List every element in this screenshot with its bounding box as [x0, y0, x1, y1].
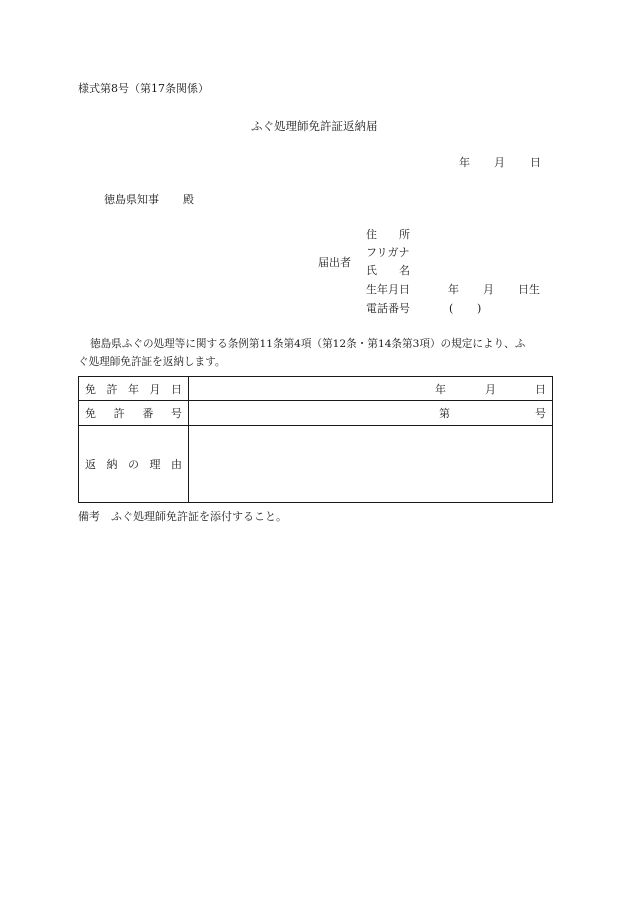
- name-label: [366, 265, 410, 276]
- license-number-field[interactable]: [189, 401, 553, 426]
- label-char: 納: [106, 458, 118, 471]
- return-reason-label: [79, 426, 189, 503]
- label-char: 返: [85, 458, 96, 471]
- date-day: 日: [530, 156, 541, 169]
- label-char: 許: [106, 382, 118, 396]
- table-row: [79, 426, 553, 503]
- phone-label: 電話番号: [366, 302, 410, 315]
- addressee: 徳島県知事: [104, 193, 159, 206]
- label-char: 理: [149, 458, 161, 471]
- label-char: の: [128, 458, 139, 471]
- phone-paren-open: (: [449, 302, 454, 315]
- license-date-label: [79, 377, 189, 401]
- license-number-prefix: 第: [439, 407, 450, 420]
- license-number-label: [79, 401, 189, 426]
- address-label-char: 住: [366, 228, 377, 241]
- license-date-day: 日: [535, 382, 546, 396]
- address-label: [366, 229, 410, 240]
- form-number: 様式第8号（第17条関係）: [78, 82, 209, 95]
- license-date-year: 年: [435, 382, 446, 396]
- address-label-char: 所: [399, 228, 410, 241]
- phone-paren-close: ): [477, 302, 482, 315]
- body-line-2: ぐ処理師免許証を返納します。: [78, 356, 226, 368]
- birth-year: 年: [448, 283, 459, 296]
- table-row: [79, 401, 553, 426]
- label-char: 日: [171, 382, 182, 396]
- furigana-label: フリガナ: [366, 246, 410, 259]
- return-reason-field[interactable]: [189, 426, 553, 503]
- label-char: 号: [170, 407, 182, 420]
- label-char: 免: [85, 382, 96, 396]
- form-title: ふぐ処理師免許証返納届: [251, 119, 378, 133]
- date-year: 年: [459, 156, 470, 169]
- license-date-field[interactable]: [189, 377, 553, 401]
- applicant-label: 届出者: [318, 256, 351, 269]
- birthdate-label: 生年月日: [366, 283, 410, 296]
- honorific: 殿: [183, 193, 194, 206]
- label-char: 免: [85, 407, 96, 420]
- form-table: [78, 376, 553, 503]
- license-number-suffix: 号: [535, 407, 546, 420]
- table-row: [79, 377, 553, 401]
- note: 備考 ふぐ処理師免許証を添付すること。: [78, 510, 287, 523]
- license-date-month: 月: [485, 382, 496, 396]
- label-char: 月: [149, 382, 161, 396]
- birth-month: 月: [483, 283, 494, 296]
- body-line-1: 徳島県ふぐの処理等に関する条例第11条第4項（第12条・第14条第3項）の規定により、ふ: [90, 338, 526, 350]
- birth-day: 日生: [518, 283, 540, 296]
- label-char: 年: [128, 382, 139, 396]
- name-label-char: 名: [399, 264, 410, 277]
- label-char: 番: [142, 407, 154, 420]
- date-month: 月: [494, 156, 505, 169]
- name-label-char: 氏: [366, 264, 377, 277]
- label-char: 許: [113, 407, 125, 420]
- label-char: 由: [171, 458, 182, 471]
